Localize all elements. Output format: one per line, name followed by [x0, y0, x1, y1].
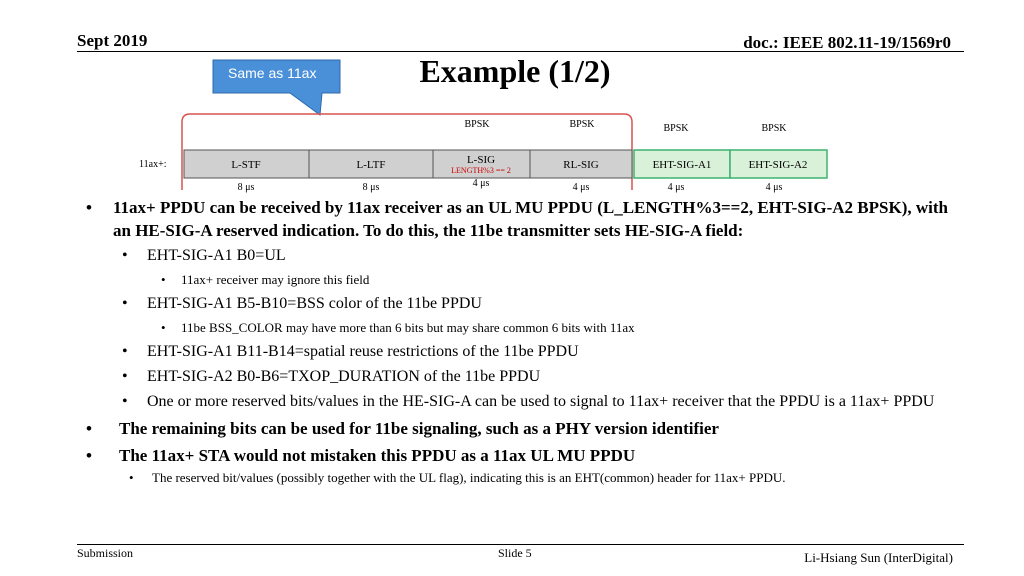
bullet-subsub: • The reserved bit/values (possibly together with the UL flag), indicating this is an EHT(common) header for 11ax+ PPDU. [129, 470, 786, 485]
mod-label-lsig: BPSK [464, 119, 490, 130]
bullet-text: 11ax+ PPDU can be received by 11ax receiver as an UL MU PPDU (L_LENGTH%3==2, EHT-SIG-A2 BPSK), with an HE-SIG-A reserved indication. To do this, the 11be transmitter sets HE-SIG-A field: [113, 198, 948, 240]
bullet-main: • 11ax+ PPDU can be received by 11ax receiver as an UL MU PPDU (L_LENGTH%3==2, EHT-SIG-A2 BPSK), with an HE-SIG-A reserved indication. To do this, the 11be transmitter sets HE-SIG-A field: [86, 198, 948, 240]
duration-rl-sig: 4 μs [572, 182, 590, 193]
duration-l-ltf: 8 μs [362, 182, 380, 193]
bullet-text: EHT-SIG-A1 B5-B10=BSS color of the 11be PPDU [147, 295, 482, 312]
bullet-text: EHT-SIG-A1 B11-B14=spatial reuse restrictions of the 11be PPDU [147, 343, 579, 360]
bullet-text: 11be BSS_COLOR may have more than 6 bits but may share common 6 bits with 11ax [181, 320, 635, 335]
bullet-sub: • One or more reserved bits/values in the HE-SIG-A can be used to signal to 11ax+ receiver that the PPDU is a 11ax+ PPDU [122, 393, 935, 410]
bullet-sub: • EHT-SIG-A2 B0-B6=TXOP_DURATION of the 11be PPDU [122, 368, 541, 385]
duration-eht-sig-a2: 4 μs [765, 182, 783, 193]
segment-label-eht-sig-a1: EHT-SIG-A1 [652, 159, 712, 171]
header-doc-id: doc.: IEEE 802.11-19/1569r0 [743, 33, 951, 52]
duration-l-sig: 4 μs [472, 178, 490, 189]
segment-label-l-sig: L-SIG [466, 154, 496, 166]
header-divider [77, 51, 964, 52]
bullet-text: One or more reserved bits/values in the HE-SIG-A can be used to signal to 11ax+ receiver that the PPDU is a 11ax+ PPDU [147, 393, 935, 410]
footer-author: Li-Hsiang Sun (InterDigital) [804, 550, 953, 565]
callout-text: Same as 11ax [228, 65, 317, 81]
bullet-subsub: • 11be BSS_COLOR may have more than 6 bits but may share common 6 bits with 11ax [161, 320, 635, 335]
bullet-main: • The 11ax+ STA would not mistaken this PPDU as a 11ax UL MU PPDU [86, 446, 636, 465]
mod-label-eht-sig-a2: BPSK [761, 123, 787, 134]
mod-label-eht-sig-a1: BPSK [663, 123, 689, 134]
bullet-text: The remaining bits can be used for 11be signaling, such as a PHY version identifier [119, 419, 719, 438]
segment-label-l-ltf: L-LTF [356, 159, 386, 171]
duration-eht-sig-a1: 4 μs [667, 182, 685, 193]
segment-label-eht-sig-a2: EHT-SIG-A2 [748, 159, 808, 171]
duration-l-stf: 8 μs [237, 182, 255, 193]
bullet-text: EHT-SIG-A2 B0-B6=TXOP_DURATION of the 11be PPDU [147, 368, 541, 385]
bullet-sub: • EHT-SIG-A1 B11-B14=spatial reuse restrictions of the 11be PPDU [122, 343, 579, 360]
footer-divider [77, 544, 964, 545]
bullet-sub: • EHT-SIG-A1 B5-B10=BSS color of the 11be PPDU [122, 295, 482, 312]
header-date: Sept 2019 [77, 31, 148, 50]
bullet-list [86, 196, 966, 492]
ppdu-format-diagram [130, 110, 840, 194]
bullet-text: The reserved bit/values (possibly together with the UL flag), indicating this is an EHT(common) header for 11ax+ PPDU. [152, 470, 786, 485]
segment-note-l-sig: LENGTH%3 == 2 [451, 166, 511, 175]
bullet-subsub: • 11ax+ receiver may ignore this field [161, 272, 370, 287]
segment-label-l-stf: L-STF [231, 159, 261, 171]
footer-slide-number: Slide 5 [498, 546, 532, 560]
footer-submission: Submission [77, 546, 134, 560]
bullet-sub: • EHT-SIG-A1 B0=UL [122, 247, 286, 264]
bullet-text: The 11ax+ STA would not mistaken this PPDU as a 11ax UL MU PPDU [119, 446, 636, 465]
bullet-text: EHT-SIG-A1 B0=UL [147, 247, 286, 264]
mod-label-rlsig: BPSK [569, 119, 595, 130]
bullet-main: • The remaining bits can be used for 11be signaling, such as a PHY version identifier [86, 419, 719, 438]
slide-title: Example (1/2) [419, 53, 611, 89]
row-label: 11ax+: [139, 159, 167, 170]
segment-label-rl-sig: RL-SIG [563, 159, 599, 171]
bullet-text: 11ax+ receiver may ignore this field [181, 272, 370, 287]
